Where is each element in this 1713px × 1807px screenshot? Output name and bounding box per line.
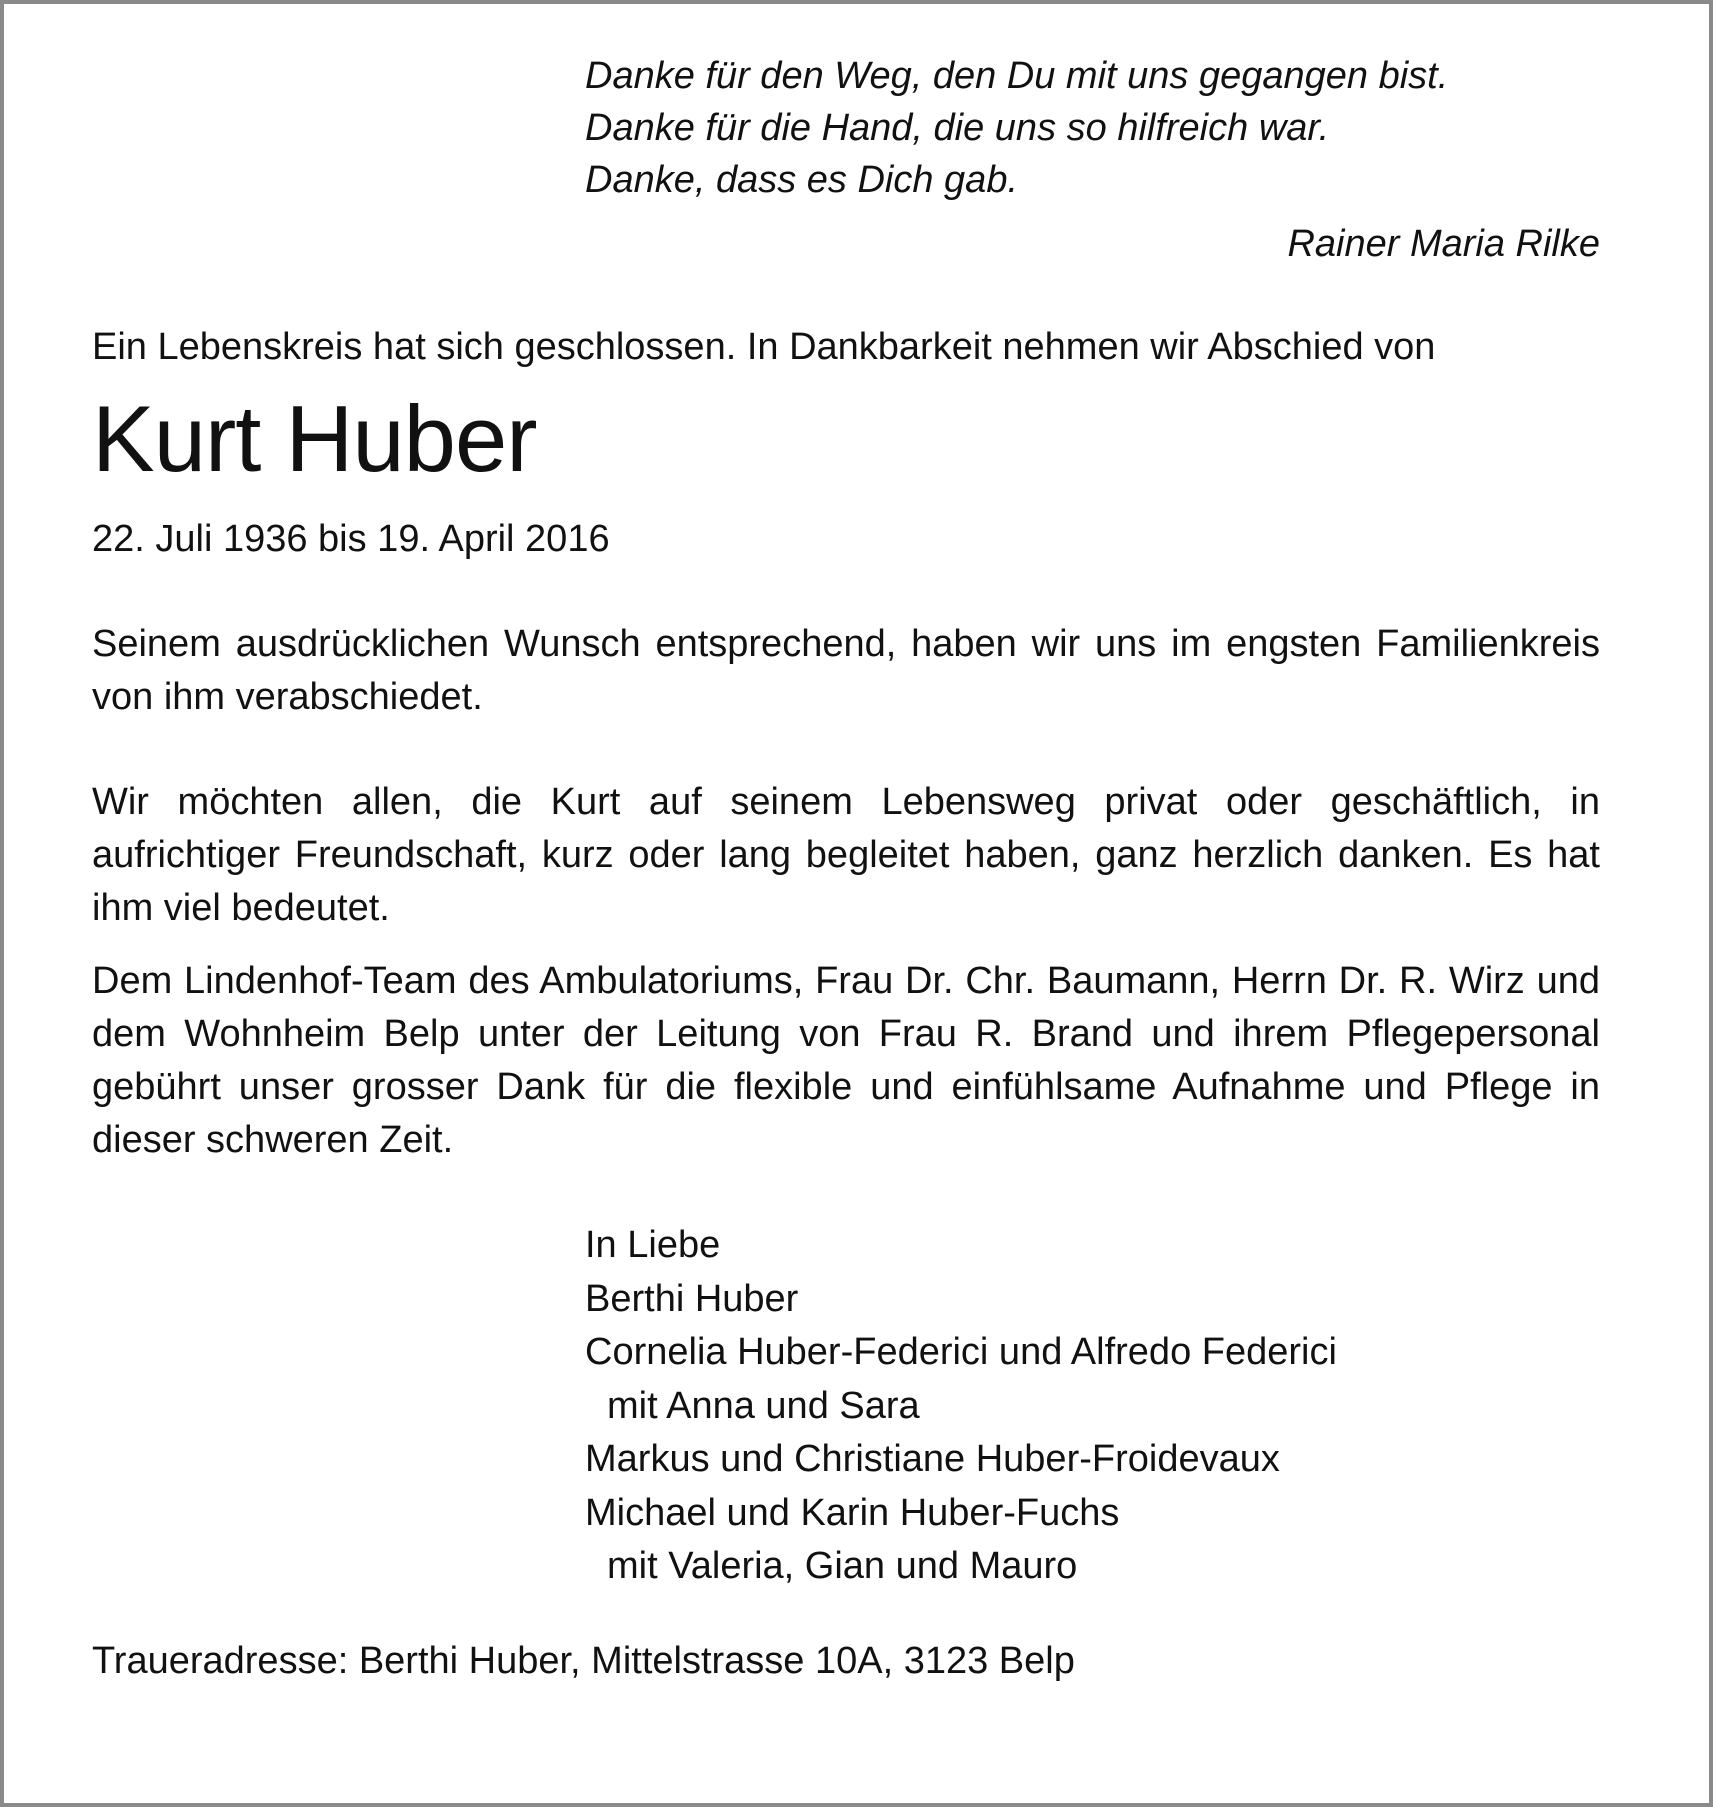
signature-line: mit Anna und Sara	[607, 1384, 920, 1427]
paragraph-care-thanks: Dem Lindenhof-Team des Ambulatoriums, Frau Dr. Chr. Baumann, Herrn Dr. R. Wirz und dem Wohnheim Belp unter der Leitung von Frau R. Brand und ihrem Pflegepersonal gebührt unser grosser Dank für die flexible und einfühlsame Aufnahme und Pflege in dieser schweren Zeit.	[92, 960, 1600, 1161]
paragraph-thanks: Wir möchten allen, die Kurt auf seinem Lebensweg privat oder geschäftlich, in aufrichtiger Freundschaft, kurz oder lang begleitet haben, ganz herzlich danken. Es hat ihm viel bedeutet.	[92, 781, 1600, 929]
paragraph-farewell: Seinem ausdrücklichen Wunsch entsprechend, haben wir uns im engsten Familienkreis von ihm verabschiedet.	[92, 623, 1600, 718]
signatures	[585, 1219, 1600, 1594]
deceased-name: Kurt Huber	[92, 386, 537, 491]
poem-author: Rainer Maria Rilke	[1287, 223, 1600, 265]
obituary-notice	[92, 50, 1600, 1688]
signature-line: Michael und Karin Huber-Fuchs	[585, 1491, 1120, 1534]
poem-line: Danke für den Weg, den Du mit uns gegangen bist.	[585, 55, 1449, 97]
poem-line: Danke, dass es Dich gab.	[585, 159, 1019, 201]
signature-line: Cornelia Huber-Federici und Alfredo Federici	[585, 1331, 1337, 1373]
signature-line: Berthi Huber	[585, 1277, 799, 1320]
intro-text: Ein Lebenskreis hat sich geschlossen. In Dankbarkeit nehmen wir Abschied von	[92, 326, 1436, 368]
signature-line: In Liebe	[585, 1224, 721, 1266]
mourning-address: Traueradresse: Berthi Huber, Mittelstrasse 10A, 3123 Belp	[92, 1639, 1075, 1682]
poem-line: Danke für die Hand, die uns so hilfreich war.	[585, 107, 1330, 149]
poem-quote	[585, 50, 1600, 270]
life-dates: 22. Juli 1936 bis 19. April 2016	[92, 518, 610, 560]
signature-line: mit Valeria, Gian und Mauro	[607, 1545, 1078, 1587]
signature-line: Markus und Christiane Huber-Froidevaux	[585, 1438, 1280, 1480]
